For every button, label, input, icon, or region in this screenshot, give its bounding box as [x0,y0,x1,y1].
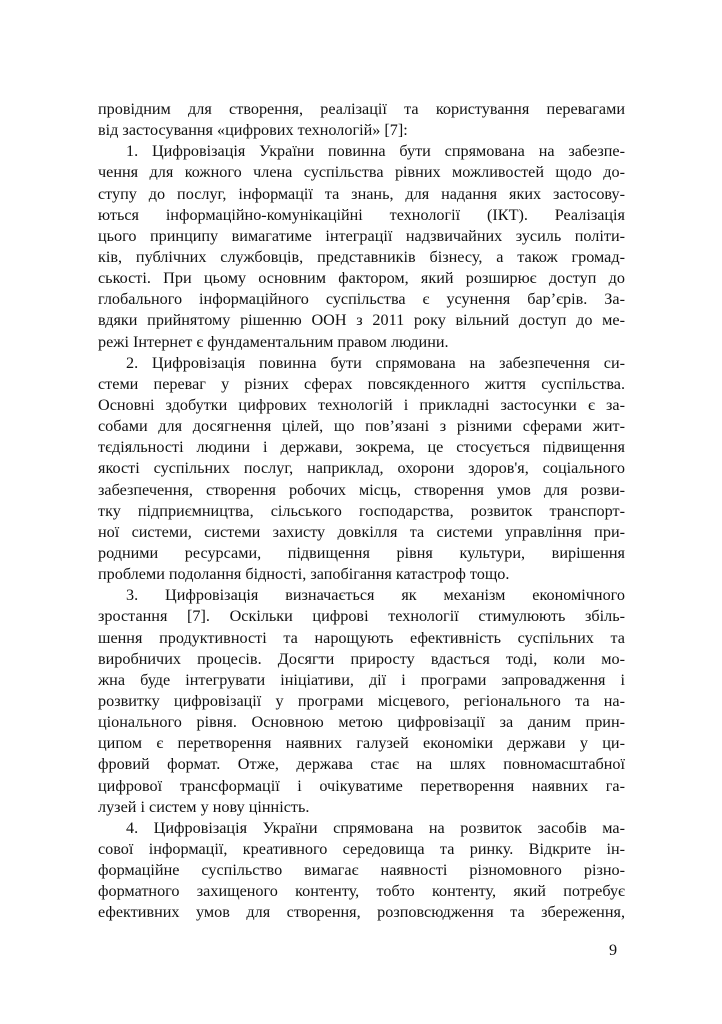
text-line: зростання [7]. Оскільки цифрові технології стимулюють збіль- [98,607,625,626]
paragraph-item-2 [98,353,625,586]
text-line: ступу до послуг, інформації та знань, для надання яких застосову- [98,184,625,203]
text-line: ськості. При цьому основним фактором, який розширює доступ до [98,269,625,288]
text-line: глобального інформаційного суспільства є усунення бар’єрів. За- [98,290,625,309]
text-line: розвитку цифровізації у програми місцевого, регіонального та на- [98,691,625,710]
page-body [98,99,625,923]
paragraph-intro [98,99,625,141]
text-line: лузей і систем у нову цінність. [98,797,310,816]
paragraph-item-1 [98,141,625,352]
text-line: ципом є перетворення наявних галузей економіки держави у ци- [98,734,625,753]
paragraph-item-4 [98,818,625,924]
text-line: родними ресурсами, підвищення рівня культури, вирішення [98,543,625,562]
text-line: жна буде інтегрувати ініціативи, дії і програми запровадження і [98,670,625,689]
text-line: сової інформації, креативного середовища та ринку. Відкрите ін- [98,839,625,858]
text-line: провідним для створення, реалізації та користування перевагами [98,100,625,118]
text-line: шення продуктивності та нарощують ефективність суспільних та [98,628,625,647]
text-line: виробничих процесів. Досягти приросту вдасться тоді, коли мо- [98,649,625,668]
text-line: забезпечення, створення робочих місць, створення умов для розви- [98,480,625,499]
text-line: форматного захищеного контенту, тобто контенту, який потребує [98,882,625,901]
text-line: стеми переваг у різних сферах повсякденного життя суспільства. [98,374,625,393]
text-line: 3. Цифровізація визначається як механізм економічного [126,586,625,605]
text-line: 1. Цифровізація України повинна бути спрямована на забезпе- [126,142,625,161]
text-line: 4. Цифровізація України спрямована на розвиток засобів ма- [126,818,625,837]
text-line: собами для досягнення цілей, що пов’язані з різними сферами жит- [98,417,625,436]
text-line: фровий формат. Отже, держава стає на шлях повномасштабної [98,755,625,774]
text-line: формаційне суспільство вимагає наявності різномовного різно- [98,861,625,880]
text-line: проблеми подолання бідності, запобігання катастроф тощо. [98,565,510,584]
paragraph-item-3 [98,585,625,818]
text-line: ються інформаційно-комунікаційні технології (ІКТ). Реалізація [98,205,625,224]
text-line: Основні здобутки цифрових технологій і прикладні застосунки є за- [98,395,625,414]
text-line: чення для кожного члена суспільства рівних можливостей щодо до- [98,163,625,182]
text-line: якості суспільних послуг, наприклад, охорони здоров'я, соціального [98,459,625,478]
page-number: 9 [609,941,618,959]
text-line: ків, публічних службовців, представників бізнесу, а також громад- [98,247,625,266]
text-line: цифрової трансформації і очікуватиме перетворення наявних га- [98,776,625,795]
text-line: цього принципу вимагатиме інтеграції надзвичайних зусиль політи- [98,226,625,245]
text-line: вдяки прийнятому рішенню ООН з 2011 року вільний доступ до ме- [98,311,625,330]
text-line: від застосування «цифрових технологій» [7]: [98,121,408,140]
text-line: тку підприємництва, сільського господарства, розвиток транспорт- [98,501,625,520]
document-text [98,99,625,923]
text-line: ефективних умов для створення, розповсюдження та збереження, [98,903,625,922]
text-line: ціонального рівня. Основною метою цифровізації за даним прин- [98,713,625,732]
text-line: тєдіяльності людини і держави, зокрема, це стосується підвищення [98,438,625,457]
text-line: ної системи, системи захисту довкілля та системи управління при- [98,522,625,541]
text-line: режі Інтернет є фундаментальним правом людини. [98,332,449,351]
text-line: 2. Цифровізація повинна бути спрямована на забезпечення си- [126,353,625,372]
